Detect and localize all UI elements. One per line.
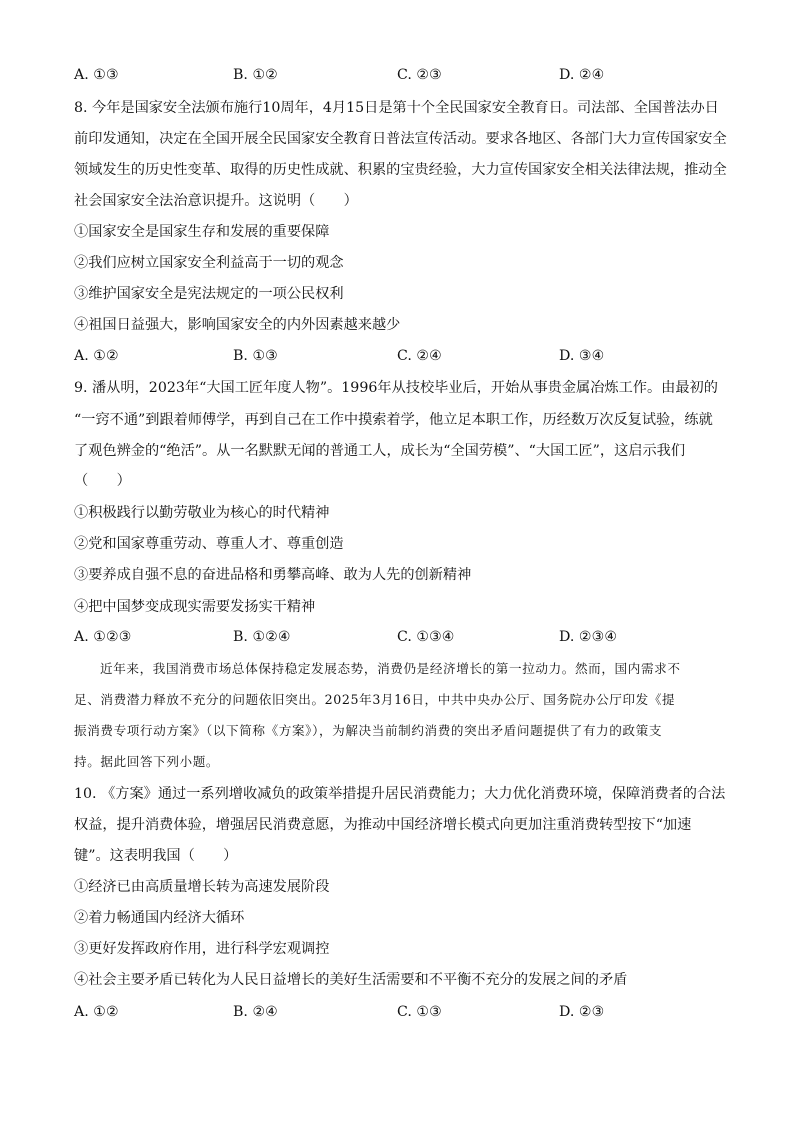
option-d: D. ②③ (559, 1004, 605, 1020)
q9-stem-line-4: （ ） (74, 473, 131, 489)
q10-item-2: ②着力畅通国内经济大循环 (74, 910, 245, 926)
q9-item-4: ④把中国梦变成现实需要发扬实干精神 (74, 599, 316, 615)
q8-item-3: ③维护国家安全是宪法规定的一项公民权利 (74, 286, 344, 302)
option-d: D. ③④ (559, 348, 605, 364)
option-c: C. ②④ (397, 348, 442, 364)
q10-stem-line-2: 权益，提升消费体验，增强居民消费意愿，为推动中国经济增长模式向更加注重消费转型按下“加速 (74, 817, 692, 833)
option-a: A. ①③ (74, 67, 119, 83)
q9-item-3: ③要养成自强不息的奋进品格和勇攀高峰、敢为人先的创新精神 (74, 567, 472, 583)
option-b: B. ①② (233, 67, 278, 83)
passage-line-2: 足、消费潜力释放不充分的问题依旧突出。2025年3月16日，中共中央办公厅、国务院办公厅印发《提 (74, 692, 676, 707)
q8-item-2: ②我们应树立国家安全利益高于一切的观念 (74, 255, 344, 271)
option-c: C. ②③ (397, 67, 442, 83)
option-a: A. ①② (74, 348, 119, 364)
option-a: A. ①②③ (74, 629, 132, 645)
q10-item-4: ④社会主要矛盾已转化为人民日益增长的美好生活需要和不平衡不充分的发展之间的矛盾 (74, 972, 628, 988)
q9-options (74, 627, 724, 647)
passage-line-1: 近年来，我国消费市场总体保持稳定发展态势，消费仍是经济增长的第一拉动力。然而，国内需求不 (100, 661, 681, 676)
q10-item-1: ①经济已由高质量增长转为高速发展阶段 (74, 879, 330, 895)
q10-stem-line-1: 10. 《方案》通过一系列增收减负的政策举措提升居民消费能力；大力优化消费环境，保障消费者的合法 (74, 786, 726, 802)
option-c: C. ①③ (397, 1004, 442, 1020)
option-b: B. ②④ (233, 1004, 278, 1020)
option-b: B. ①②④ (233, 629, 291, 645)
q9-stem-line-2: “一窍不通”到跟着师傅学，再到自己在工作中摸索着学，他立足本职工作，历经数万次反复试验，练就 (74, 412, 713, 428)
q8-stem-line-1: 8. 今年是国家安全法颁布施行10周年，4月15日是第十个全民国家安全教育日。司法部、全国普法办日 (74, 100, 719, 116)
option-d: D. ②③④ (559, 629, 618, 645)
q9-item-2: ②党和国家尊重劳动、尊重人才、尊重创造 (74, 536, 344, 552)
q8-item-1: ①国家安全是国家生存和发展的重要保障 (74, 224, 330, 240)
q8-item-4: ④祖国日益强大，影响国家安全的内外因素越来越少 (74, 317, 401, 333)
option-d: D. ②④ (559, 67, 605, 83)
q10-options (74, 1002, 724, 1022)
q8-stem-line-2: 前印发通知，决定在全国开展全民国家安全教育日普法宣传活动。要求各地区、各部门大力宣传国家安全 (74, 131, 727, 147)
q8-options (74, 346, 724, 366)
q9-item-1: ①积极践行以勤劳敬业为核心的时代精神 (74, 505, 330, 521)
q9-stem-line-3: 了观色辨金的“绝活”。从一名默默无闻的普通工人，成长为“全国劳模”、“大国工匠”，这启示我们 (74, 443, 686, 459)
q10-item-3: ③更好发挥政府作用，进行科学宏观调控 (74, 941, 330, 957)
q8-stem-line-4: 社会国家安全法治意识提升。这说明（ ） (74, 193, 358, 209)
option-b: B. ①③ (233, 348, 278, 364)
q9-stem-line-1: 9. 潘从明，2023年“大国工匠年度人物”。1996年从技校毕业后，开始从事贵金属冶炼工作。由最初的 (74, 380, 718, 396)
prev-question-options (74, 65, 724, 85)
q8-stem-line-3: 领域发生的历史性变革、取得的历史性成就、积累的宝贵经验，大力宣传国家安全相关法律法规，推动全 (74, 162, 727, 178)
option-c: C. ①③④ (397, 629, 455, 645)
option-a: A. ①② (74, 1004, 119, 1020)
q10-stem-line-3: 键”。这表明我国（ ） (74, 848, 238, 864)
passage-line-3: 振消费专项行动方案》（以下简称《方案》），为解决当前制约消费的突出矛盾问题提供了有力的政策支 (74, 723, 663, 738)
passage-line-4: 持。据此回答下列小题。 (74, 754, 220, 769)
